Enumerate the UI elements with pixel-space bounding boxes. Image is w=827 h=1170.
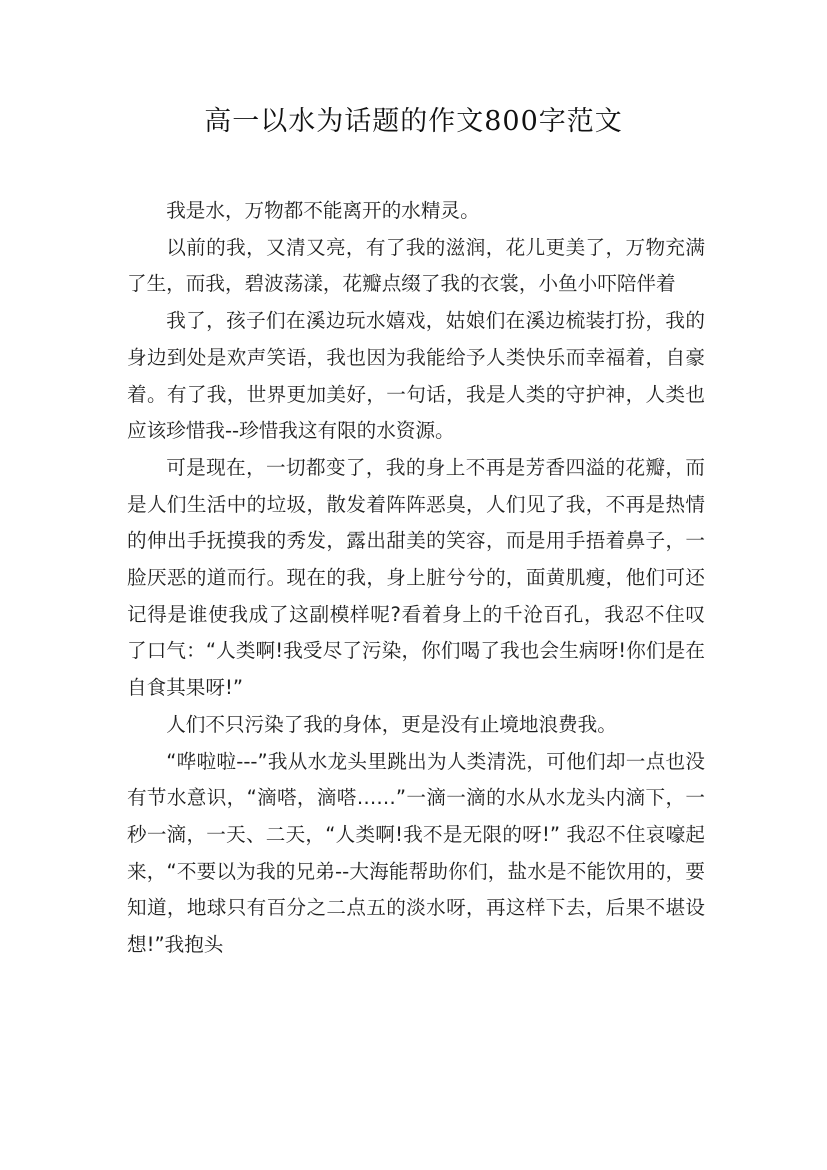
paragraph-now: 可是现在，一切都变了，我的身上不再是芳香四溢的花瓣，而是人们生活中的垃圾，散发着阵阵恶臭，人们见了我，不再是热情的伸出手抚摸我的秀发，露出甜美的笑容，而是用手捂着鼻子，一脸厌恶的道而行。现在的我，身上脏兮兮的，面黄肌瘦，他们可还记得是谁使我成了这副模样呢?看着身上的千沧百孔，我忍不住叹了口气：“人类啊!我受尽了污染，你们喝了我也会生病呀!你们是在自食其果呀!” [127,455,705,700]
paragraph-children: 我了，孩子们在溪边玩水嬉戏，姑娘们在溪边梳装打扮，我的身边到处是欢声笑语，我也因为我能给予人类快乐而幸福着，自豪着。有了我，世界更加美好，一句话，我是人类的守护神，人类也应该珍惜我--珍惜我这有限的水资源。 [127,309,705,443]
paragraph-waste: 人们不只污染了我的身体，更是没有止境地浪费我。 [166,712,617,736]
paragraph-past: 以前的我，又清又亮，有了我的滋润，花儿更美了，万物充满了生，而我，碧波荡漾，花瓣点缀了我的衣裳，小鱼小吓陪伴着 [127,235,705,296]
paragraph-faucet: “哗啦啦---”我从水龙头里跳出为人类清洗，可他们却一点也没有节水意识，“滴嗒，滴嗒……”一滴一滴的水从水龙头内滴下，一秒一滴，一天、二天，“人类啊!我不是无限的呀!” 我忍不住哀嚎起来，“不要以为我的兄弟--大海能帮助你们，盐水是不能饮用的，要知道，地球只有百分之二点五的淡水呀，再这样下去，后果不堪设想!”我抱头 [127,749,705,957]
paragraph-intro: 我是水，万物都不能离开的水精灵。 [166,199,480,222]
document-title: 高一以水为话题的作文800字范文 [204,106,623,137]
document-body [127,193,705,964]
